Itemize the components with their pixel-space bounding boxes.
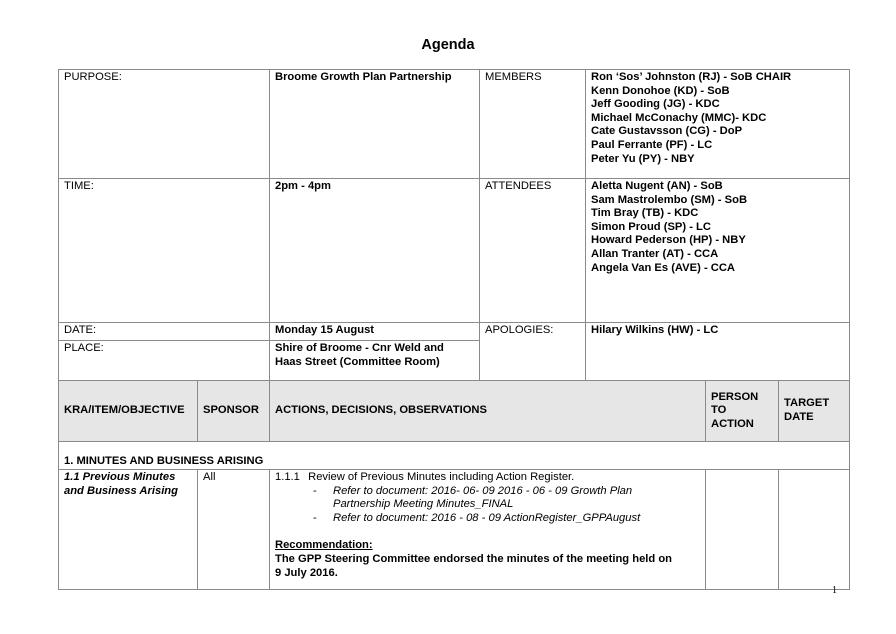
item-sponsor: All: [198, 470, 270, 590]
member-item: Ron ‘Sos’ Johnston (RJ) - SoB CHAIR: [591, 71, 792, 83]
table-row: [59, 323, 850, 341]
header-actions: ACTIONS, DECISIONS, OBSERVATIONS: [270, 381, 706, 442]
objective-line: and Business Arising: [64, 484, 178, 497]
recommendation-text: The GPP Steering Committee endorsed the minutes of the meeting held on: [275, 552, 673, 565]
purpose-value: Broome Growth Plan Partnership: [270, 70, 480, 179]
date-value: Monday 15 August: [270, 323, 480, 341]
purpose-label: PURPOSE:: [59, 70, 270, 179]
table-row: [59, 470, 850, 590]
member-item: Jeff Gooding (JG) - KDC: [591, 98, 720, 111]
header-line: PERSON: [711, 390, 759, 403]
attendee-item: Tim Bray (TB) - KDC: [591, 207, 699, 220]
objective-line: 1.1 Previous Minutes: [64, 471, 176, 483]
attendee-item: Simon Proud (SP) - LC: [591, 220, 711, 233]
section-row: [59, 442, 850, 470]
item-target-date: [779, 470, 850, 590]
header-sponsor: SPONSOR: [198, 381, 270, 442]
member-item: Peter Yu (PY) - NBY: [591, 152, 695, 165]
item-person-to-action: [706, 470, 779, 590]
time-value: 2pm - 4pm: [270, 179, 480, 323]
header-line: TO: [711, 404, 727, 417]
member-item: Cate Gustavsson (CG) - DoP: [591, 125, 743, 138]
recommendation-text: 9 July 2016.: [275, 566, 338, 579]
apologies-label: APOLOGIES:: [480, 323, 586, 381]
header-target-date: [779, 381, 850, 442]
sub-item-text: Review of Previous Minutes including Action Register.: [308, 471, 575, 483]
reference-line: Refer to document: 2016- 06- 09 2016 - 06 - 09 Growth Plan: [333, 484, 633, 497]
member-item: Kenn Donohoe (KD) - SoB: [591, 84, 730, 97]
reference-line: Partnership Meeting Minutes_FINAL: [333, 498, 514, 511]
sub-item-number: 1.1.1: [275, 471, 300, 483]
table-header-row: [59, 381, 850, 442]
members-list: [586, 70, 850, 179]
attendee-item: Allan Tranter (AT) - CCA: [591, 247, 719, 260]
attendees-label: ATTENDEES: [480, 179, 586, 323]
member-item: Michael McConachy (MMC)- KDC: [591, 111, 767, 124]
time-label: TIME:: [59, 179, 270, 323]
attendees-list: [586, 179, 850, 323]
members-label: MEMBERS: [480, 70, 586, 179]
apologies-value: Hilary Wilkins (HW) - LC: [586, 323, 850, 381]
header-kra: KRA/ITEM/OBJECTIVE: [59, 381, 198, 442]
section-title: 1. MINUTES AND BUSINESS ARISING: [59, 442, 850, 470]
reference-item: - Refer to document: 2016 - 08 - 09 ActionRegister_GPPAugust: [275, 512, 700, 526]
header-line: DATE: [784, 411, 814, 423]
header-line: TARGET: [784, 397, 830, 410]
reference-item: - Refer to document: 2016- 06- 09 2016 - 06 - 09 Growth Plan Partnership Meeting Minutes_FINAL: [275, 485, 700, 512]
recommendation-label: Recommendation:: [275, 539, 373, 552]
meeting-details-table: [58, 69, 850, 381]
page-title: Agenda: [421, 37, 475, 53]
attendee-item: Angela Van Es (AVE) - CCA: [591, 261, 736, 274]
header-line: ACTION: [711, 417, 754, 430]
member-item: Paul Ferrante (PF) - LC: [591, 138, 713, 151]
header-person-to-action: [706, 381, 779, 442]
agenda-items-table: [58, 380, 850, 590]
attendee-item: Sam Mastrolembo (SM) - SoB: [591, 193, 748, 206]
place-value: [270, 341, 480, 381]
page-number: 1: [832, 585, 837, 596]
reference-line: Refer to document: 2016 - 08 - 09 ActionRegister_GPPAugust: [333, 511, 641, 524]
item-actions: [270, 470, 706, 590]
place-line: Shire of Broome - Cnr Weld and: [275, 342, 444, 354]
sub-item: [275, 471, 700, 485]
item-objective: [59, 470, 198, 590]
place-label: PLACE:: [59, 341, 270, 381]
attendee-item: Aletta Nugent (AN) - SoB: [591, 180, 723, 192]
date-label: DATE:: [59, 323, 270, 341]
table-row: [59, 70, 850, 179]
place-line: Haas Street (Committee Room): [275, 355, 440, 368]
table-row: [59, 179, 850, 323]
attendee-item: Howard Pederson (HP) - NBY: [591, 234, 746, 247]
